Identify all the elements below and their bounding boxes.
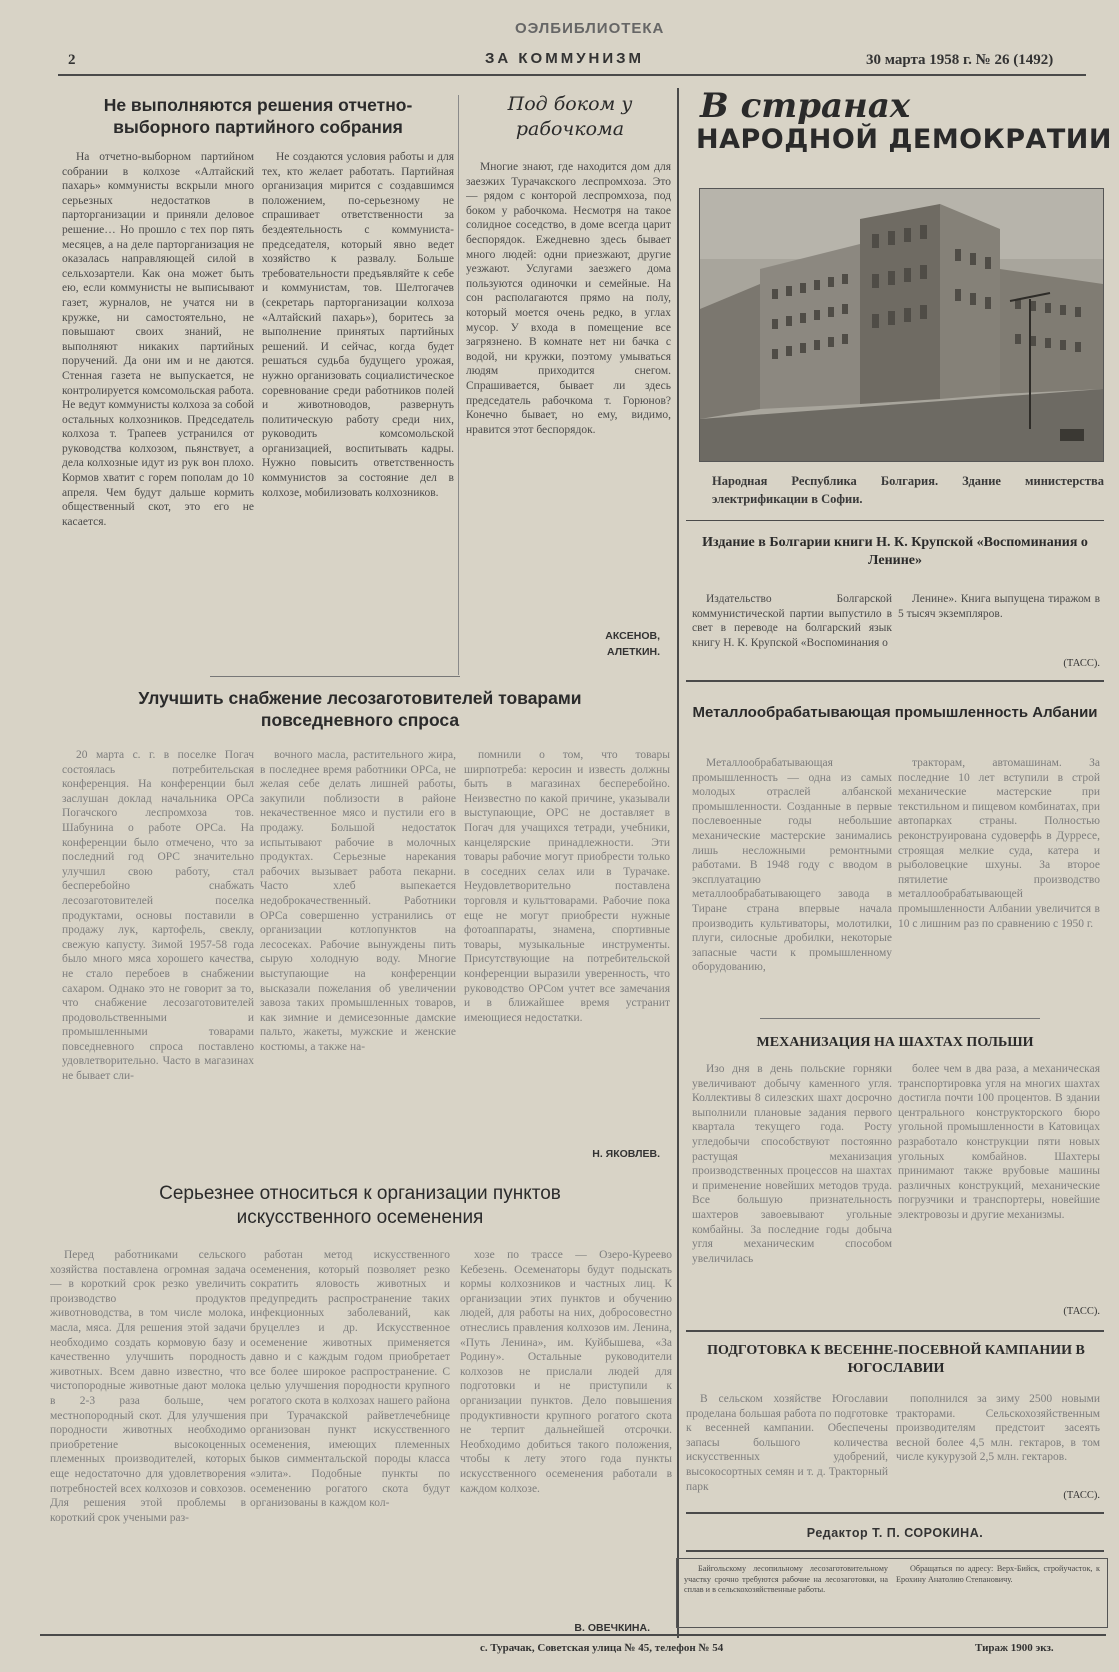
article3-col2-text: вочного масла, растительного жира, в последнее время работники ОРСа, не желая себе делать лишней работы, закупили поблизости в районе некачественное мясо и пустили его в продажу. Большой недостаток испытывают рабочие в молочных продуктах. Серьезные нарекания рабочих вызывает работа пекарни. Часто хлеб выпекается недоброкачественный. Работники ОРСа совершенно устранились от организации котлопунктов на лесосеках. Рабочие вынуждены пить сырую холодную воду. Многие выступающие на конференции высказали пожелания об увеличении завоза таких промышленных товаров, как зимние и демисезонные дамские пальто, жакеты, мужские и женские костюмы, а также на- [260, 749, 456, 1053]
rule-a8 [686, 1330, 1104, 1332]
column-rule-main [677, 88, 679, 1638]
article4-title: Серьезнее относиться к организации пунктов искусственного осеменения [159, 1183, 561, 1228]
article4-col2-text: работан метод искусственного осеменения, который позволяет резко сократить яловость животных и предупредить распространение таких инфекционных заболеваний, как бруцеллез и др. Искусственное осеменение животных применяется давно и с каждым годом приобретает все более широкое распространение. С целью улучшения породности крупного рогатого скота в колхозах нашего района при Турачакской райветлечебнице организован пункт искусственного осеменения, имеющих племенных быков симментальской породы класса «элита». Подобные пункты по осеменению рогатого скота будут организованы в каждом кол- [250, 1249, 450, 1510]
article5-col2-text: Ленине». Книга выпущена тиражом в 5 тысяч экземпляров. [898, 593, 1100, 620]
footer-rule [40, 1634, 1106, 1636]
article5-col1-text: Издательство Болгарской коммунистической партии выпустило в свет в переводе на болгарский язык книгу Н. К. Крупской «Воспоминания о [692, 593, 892, 649]
section-script-title: В странах [700, 86, 911, 126]
rule-a6 [686, 680, 1104, 682]
header-rule [58, 74, 1086, 76]
editor-line: Редактор Т. П. СОРОКИНА. [806, 1526, 984, 1540]
article4-col2 [250, 1248, 450, 1638]
article2-sign2: АЛЕТКИН. [607, 646, 660, 658]
rule-a5 [686, 520, 1104, 521]
rule-a3 [210, 676, 460, 677]
article7-col2-text: более чем в два раза, а механическая транспортировка угля на многих шахтах достигла почти 100 процентов. В здании центрального конструкторского бюро угольной промышленности в Катовицах разработало конструкции пяти новых угольных комбайнов. Шахтеры принимают также врубовые машины различных конструкций, механические погрузчики и транспортеры, новейшие электровозы и другие механизмы. [898, 1063, 1100, 1221]
page-number: 2 [68, 52, 76, 68]
article7-sign: (ТАСС). [1063, 1306, 1100, 1317]
footer-address: с. Турачак, Советская улица № 45, телефон № 54 [480, 1642, 724, 1654]
article4-col1 [50, 1248, 246, 1638]
article5-sign: (ТАСС). [1063, 658, 1100, 669]
photo-ministry-building [699, 188, 1104, 462]
article3-col2 [260, 748, 456, 1158]
article1-col1 [62, 150, 254, 665]
article7-title: МЕХАНИЗАЦИЯ НА ШАХТАХ ПОЛЬШИ [756, 1035, 1034, 1050]
article3-col3-text: помнили о том, что товары ширпотреба: керосин и известь должны быть в магазинах бесперебойно. Неизвестно по какой причине, указывали выступающие, ОРС не доставляет в Погач для учащихся тетради, учебники, канцелярские принадлежности. Эти товары рабочие могут приобрести только в соседних селах или в Турачаке. Неудовлетворительно поставлена торговля и культтоварами. Рабочие пока еще не могут приобрести нужные фотоаппараты, знамена, спортивные товары, музыкальные инструменты. Присутствующие на потребительской конференции выразили уверенность, что руководство ОРСом учтет все замечания и в ближайшее время устранит имеющиеся недостатки. [464, 749, 670, 1024]
article2-body [466, 160, 671, 625]
article6-col2 [898, 756, 1100, 1006]
article2-title: Под боком у рабочкома [507, 93, 633, 140]
article6-col1-text: Металлообрабатывающая промышленность — одна из самых молодых отраслей албанской промышленности. Созданные в первые послевоенные годы небольшие механические мастерские занимались лишь несложными ремонтными работами. В 1948 году с вводом в эксплуатацию металлообрабатывающего завода в Тиране страна впервые начала производить культиваторы, молотилки, плуги, силосные дробилки, некоторые запасные части к промышленному оборудованию, [692, 757, 892, 974]
footer-circulation: Тираж 1900 экз. [975, 1642, 1054, 1654]
rule-a7 [760, 1018, 1040, 1019]
article5-col2 [898, 592, 1100, 642]
article6-col2-text: тракторам, автомашинам. За последние 10 лет вступили в строй механические мастерские при текстильном и пищевом комбинатах, при автопарках страны. Полностью реконструирована судоверфь в Дурресе, строящая мелкие суда, катера и рыболовецкие шхуны. За второе пятилетие производство металлообрабатывающей промышленности Албании увеличится в 10 с лишним раз по сравнению с 1950 г. [898, 757, 1100, 930]
newspaper-title: ЗА КОММУНИЗМ [485, 50, 645, 67]
building-photo-illustration [700, 189, 1103, 461]
article3-col1-text: 20 марта с. г. в поселке Погач состоялась потребительская конференция. На конференции был заслушан доклад начальника ОРСа Погачского леспромхоза тов. Шабунина о работе ОРСа. На конференции было отмечено, что за последний год ОРС значительно улучшил свою работу, стал бесперебойно снабжать лесозаготовителей поселка продуктами, основы поставили в продажу лук, картофель, свеклу, свежую капусту. Зимой 1957-58 года было много мяса хорошего качества, не стало перебоев в снабжении сахаром. Однако это не говорит за то, что снабжение лесозаготовителей продовольственными и промышленными товарами повседневного спроса поставлено удовлетворительно. Часто в магазинах не бывает сли- [62, 749, 254, 1083]
ad-col1 [684, 1564, 888, 1622]
library-stamp: ОЭЛБИБЛИОТЕКА [515, 20, 665, 37]
article8-col1-text: В сельском хозяйстве Югославии проделана большая работа по подготовке к весенней кампании. Обеспечены запасы большого количества искусственных удобрений, высокосортных семян и т. д. Тракторный парк [686, 1393, 888, 1493]
article4-col3 [460, 1248, 672, 1618]
article8-sign: (ТАСС). [1063, 1490, 1100, 1501]
rule-editor-bottom [686, 1550, 1104, 1552]
rule-editor-top [686, 1512, 1104, 1514]
article4-col3-text: хозе по трассе — Озеро-Куреево Кебезень. Осеменаторы будут подыскать кормы колхозников и частных лиц. К организации этих пунктов и обучению людей, для работы на них, добросовестно отнеслись правления колхозов им. Ленина, «Путь Ленина», им. Куйбышева, «За Родину». Остальные руководители колхозов не прислали людей для подготовки и не приступили к организации пунктов. Дело повышения продуктивности крупного рогатого скота не терпит дальнейшей отсрочки. Необходимо добиться такого положения, чтобы к лету этого года пункты искусственного осеменения работали в каждом колхозе. [460, 1249, 672, 1495]
article4-sign: В. ОВЕЧКИНА. [574, 1622, 650, 1634]
ad-col2 [896, 1564, 1100, 1622]
photo-caption: Народная Республика Болгария. Здание министерства электрификации в Софии. [712, 474, 1104, 506]
article8-title: ПОДГОТОВКА К ВЕСЕННЕ-ПОСЕВНОЙ КАМПАНИИ В ЮГОСЛАВИИ [707, 1343, 1085, 1376]
article3-sign: Н. ЯКОВЛЕВ. [592, 1148, 660, 1160]
article2-sign1: АКСЕНОВ, [605, 630, 660, 642]
article8-col1 [686, 1392, 888, 1510]
ad-col2-text: Обращаться по адресу: Верх-Бийск, стройучасток, к Ерохину Анатолию Степановичу. [896, 1564, 1100, 1584]
column-rule-a1 [458, 95, 459, 675]
article6-col1 [692, 756, 892, 1006]
article8-col2 [896, 1392, 1100, 1502]
article5-col1 [692, 592, 892, 672]
article2-text: Многие знают, где находится дом для заезжих Турачакского леспромхоза. Это — рядом с конторой леспромхоза, под боком у рабочкома. Несмотря на такое солидное соседство, в доме всегда царит беспорядок. Ежедневно здесь бывает много людей: одни приезжают, другие уезжают. Услугами заезжего дома пользуются одиночки и семейные. На сон располагаются прямо на полу, который моется очень редко, в углах мусор. У входа в помещение все загрязнено. В комнате нет ни бачка с водой, ни кружки, поэтому умываться людям приходится снегом. Спрашивается, бывает ли здесь председатель рабочкома т. Горюнов? Конечно бывает, но ему, видимо, нравится этот беспорядок. [466, 161, 671, 436]
article8-col2-text: пополнился за зиму 2500 новыми тракторами. Сельскохозяйственным производителям предстоит засеять весной более 4,5 млн. гектаров, в том числе кукурузой 2,5 млн. гектаров. [896, 1393, 1100, 1464]
article7-col2 [898, 1062, 1100, 1302]
article6-title: Металлообрабатывающая промышленность Албании [692, 704, 1098, 721]
article3-title: Улучшить снабжение лесозаготовителей товарами повседневного спроса [138, 688, 582, 730]
section-title: НАРОДНОЙ ДЕМОКРАТИИ [696, 124, 1113, 155]
article4-col1-text: Перед работниками сельского хозяйства поставлена огромная задача — в короткий срок резко увеличить производство продуктов животноводства, в том числе молока, масла, мяса. Для решения этой задачи необходимо создать кормовую базу и качественно улучшить породность животных. Всем давно известно, что чистопородные животные дают молока в 2-3 раза больше, чем местнопородный скот. Для улучшения породности животных необходимо приобретение высокоценных племенных производителей, которых еще недостаточно для удовлетворения потребностей всех колхозов и совхозов. Для решения этой проблемы в короткий срок учеными раз- [50, 1249, 246, 1524]
issue-date: 30 марта 1958 г. № 26 (1492) [866, 52, 1054, 68]
article3-col1 [62, 748, 254, 1158]
article1-title: Не выполняются решения отчетно-выборного партийного собрания [103, 95, 413, 137]
article1-col1-text: На отчетно-выборном партийном собрании в колхозе «Алтайский пахарь» коммунисты вскрыли много серьезных недостатков в парторганизации и приняли деловое решение… Но прошло с тех пор пять месяцев, а на деле парторганизация не оказалась направляющей силой в сельхозартели. Как она может быть ею, если коммунисты не выписывают газет, журналов, не учатся ни в кружке, ни самостоятельно, не повышают своих знаний, не выполняют никаких партийных поручений. Да они им и не даются. Стенная газета не выпускается, не контролируется комсомольская работа. Не ведут коммунисты колхоза за собой остальных колхозников. Председатель колхоза т. Трапеев устранился от руководства колхозом, пьянствует, а дела колхозные идут из рук вон плохо. Кормов хватит с горем пополам до 10 апреля. Чем будут дальше кормить общественный скот, это его не касается. [62, 151, 254, 528]
article3-col3 [464, 748, 670, 1140]
article1-col2 [262, 150, 454, 665]
article7-col1-text: Изо дня в день польские горняки увеличивают добычу каменного угля. Коллективы 8 силезских шахт досрочно выполнили плановые задания первого квартала текущего года. Росту угледобычи способствуют постоянно растущая механизация производственных процессов на шахтах и применение новейших методов труда. Все большую признательность шахтеров завоевывают угольные комбайны. За последние годы добыча угля механическим способом увеличилась [692, 1063, 892, 1265]
article1-col2-text: Не создаются условия работы и для тех, кто желает работать. Партийная организация мирится с создавшимся положением, по-серьезному не спрашивает ответственности за бездеятельность с коммуниста-председателя, который явно ведет хозяйство к развалу. Больше требовательности предъявляйте к себе и коммунистам, тов. Шелтогачев (секретарь парторганизации колхоза «Алтайский пахарь»), боритесь за выполнение принятых партийных решений. И сейчас, когда будет решаться судьба будущего урожая, нужно организовать социалистическое соревнование среди работников полей и животноводов, развернуть политическую работу среди них, руководить комсомольской организацией, воспитывать кадры. Нужно повысить ответственность коммунистов за состояние дел в колхозе, мобилизовать колхозников. [262, 151, 454, 499]
article7-col1 [692, 1062, 892, 1322]
article5-title: Издание в Болгарии книги Н. К. Крупской «Воспоминания о Ленине» [702, 535, 1088, 568]
ad-col1-text: Байгольскому лесопильному лесозаготовительному участку срочно требуются рабочие на лесозаготовки, на сплав и в сельскохозяйственные работы. [684, 1564, 888, 1594]
